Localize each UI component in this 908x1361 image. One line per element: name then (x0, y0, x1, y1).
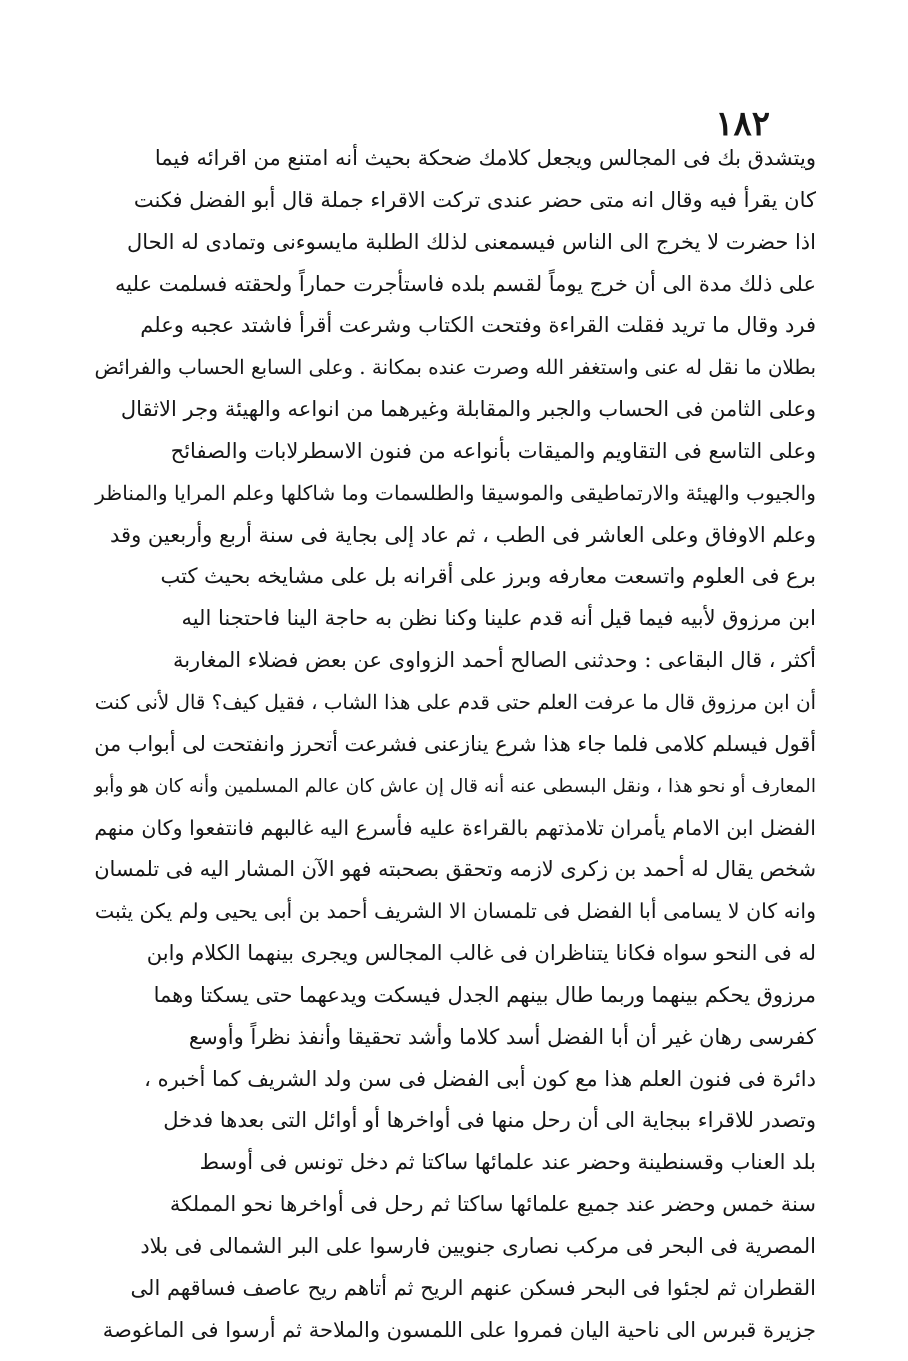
text-line: ويتشدق بك فى المجالس ويجعل كلامك ضحكة بحيث أنه امتنع من اقرائه فيما (154, 146, 816, 170)
text-line: جزيرة قبرس الى ناحية اليان فمروا على اللمسون والملاحة ثم أرسوا فى الماغوصة (102, 1317, 816, 1342)
text-line: فرد وقال ما تريد فقلت القراءة وفتحت الكتاب وشرعت أقرأ فاشتد عجبه وعلم (140, 313, 816, 338)
text-line: والجيوب والهيئة والارتماطيقى والموسيقا والطلسمات وما شاكلها وعلم المرايا والمناظر (95, 480, 816, 505)
text-line: وعلى الثامن فى الحساب والجبر والمقابلة وغيرهما من انواعه والهيئة وجر الاثقال (120, 397, 816, 422)
text-line: بلد العناب وقسنطينة وحضر عند علمائها ساكتا ثم دخل تونس فى أوسط (199, 1150, 816, 1175)
text-line: كان يقرأ فيه وقال انه متى حضر عندى تركت الاقراء جملة قال أبو الفضل فكنت (133, 187, 816, 212)
page-number: ١٨٢ (715, 104, 770, 144)
text-line: على ذلك مدة الى أن خرج يوماً لقسم بلده فاستأجرت حماراً ولحقته فسلمت عليه (115, 271, 816, 296)
text-line: القطران ثم لجئوا فى البحر فسكن عنهم الريح ثم أتاهم ريح عاصف فساقهم الى (130, 1275, 816, 1300)
text-line: شخص يقال له أحمد بن زكرى لازمه وتحقق بصحبته فهو الآن المشار اليه فى تلمسان (94, 857, 816, 882)
text-line: الفضل ابن الامام يأمران تلامذتهم بالقراءة عليه فأسرع اليه غالبهم فانتفعوا وكان منهم (94, 815, 816, 840)
text-line: وعلى التاسع فى التقاويم والميقات بأنواعه من فنون الاسطرلابات والصفائح (170, 438, 816, 463)
text-line: أن ابن مرزوق قال ما عرفت العلم حتى قدم على هذا الشاب ، فقيل كيف؟ قال لأنى كنت (94, 690, 816, 714)
text-line: وعلم الاوفاق وعلى العاشر فى الطب ، ثم عاد إلى بجاية فى سنة أربع وأربعين وقد (110, 522, 816, 547)
text-line: المصرية فى البحر فى مركب نصارى جنويين فارسوا على البر الشمالى فى بلاد (140, 1233, 816, 1258)
text-line: دائرة فى فنون العلم هذا مع كون أبى الفضل فى سن ولد الشريف كما أخبره ، (144, 1066, 816, 1091)
text-line: وانه كان لا يسامى أبا الفضل فى تلمسان الا الشريف أحمد بن أبى يحيى ولم يكن يثبت (94, 899, 816, 924)
text-line: ابن مرزوق لأبيه فيما قيل أنه قدم علينا وكنا نظن به حاجة الينا فاحتجنا اليه (181, 606, 816, 631)
text-line: بطلان ما نقل له عنى واستغفر الله وصرت عنده بمكانة . وعلى السابع الحساب والفرائض (94, 356, 816, 380)
text-line: برع فى العلوم واتسعت معارفه وبرز على أقرانه بل على مشايخه بحيث كتب (160, 564, 816, 589)
text-line: سنة خمس وحضر عند جميع علمائها ساكتا ثم رحل فى أواخرها نحو المملكة (169, 1192, 816, 1217)
text-line: مرزوق يحكم بينهما وربما طال بينهم الجدل فيسكت ويدعهما حتى يسكتا وهما (153, 982, 816, 1007)
text-line: أكثر ، قال البقاعى : وحدثنى الصالح أحمد الزواوى عن بعض فضلاء المغاربة (172, 648, 816, 673)
body-text (94, 138, 816, 1351)
text-line: وتصدر للاقراء ببجاية الى أن رحل منها فى أواخرها أو أوائل التى بعدها فدخل (163, 1108, 816, 1133)
text-line: المعارف أو نحو هذا ، ونقل البسطى عنه أنه قال إن عاش كان عالم المسلمين وأنه كان هو وأبو (94, 775, 816, 797)
text-line: اذا حضرت لا يخرج الى الناس فيسمعنى لذلك الطلبة مايسوءنى وتمادى له الحال (127, 229, 816, 254)
text-line: كفرسى رهان غير أن أبا الفضل أسد كلاما وأشد تحقيقا وأنفذ نظراً وأوسع (188, 1024, 816, 1049)
text-line: له فى النحو سواه فكانا يتناظران فى غالب المجالس ويجرى بينهما الكلام وابن (146, 941, 816, 966)
text-line: أقول فيسلم كلامى فلما جاء هذا شرع ينازعنى فشرعت أتحرز وانفتحت لى أبواب من (94, 731, 816, 756)
